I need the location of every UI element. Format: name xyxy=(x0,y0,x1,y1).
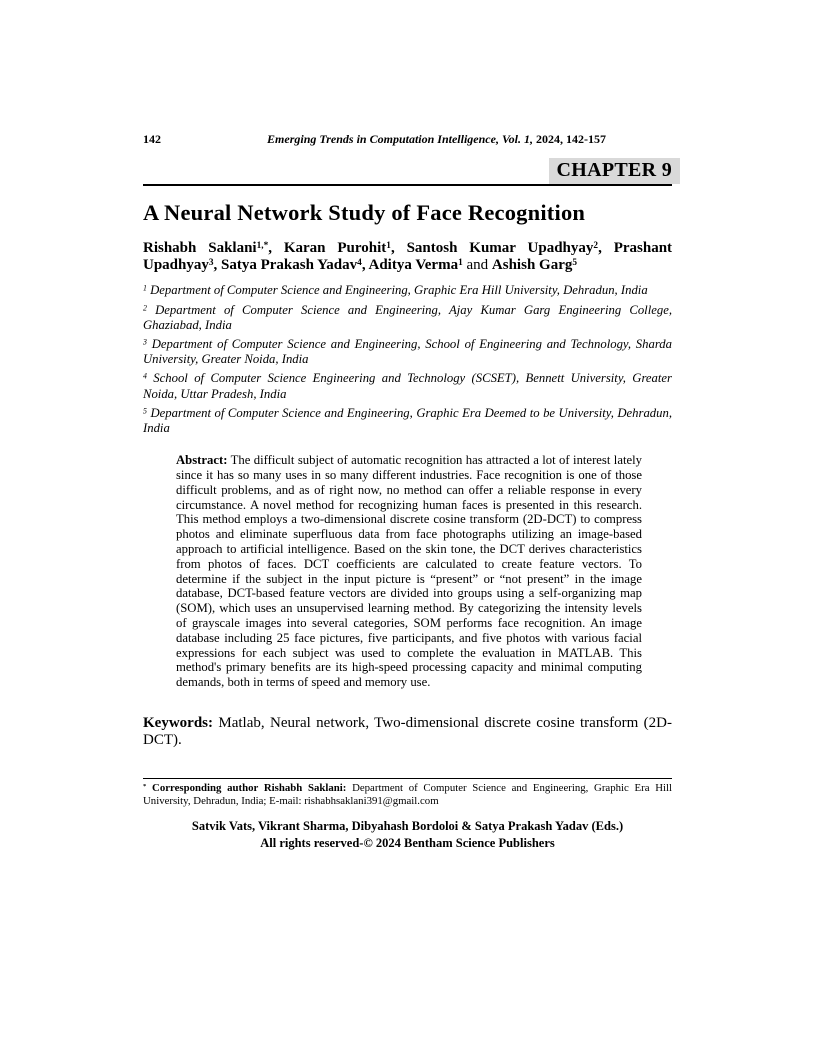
keywords-label: Keywords: xyxy=(143,714,213,731)
affiliation-marker: 4 xyxy=(143,371,147,381)
footnote-text: Department of Computer Science and Engineering, Graphic Era Hill University, Dehradun, India; E-mail: rishabhsaklani391@gmail.com xyxy=(143,781,672,807)
journal-reference xyxy=(161,132,672,147)
author-list: Rishabh Saklani$^{1,*}$, Karan Purohit$^1$, Santosh Kumar Upadhyay$^2$, Prashant Upadhyay$^3$, Satya Prakash Yadav$^4$, Aditya Verma$^1$ and Ashish Garg$^5$ xyxy=(143,240,673,274)
footnote-marker: * xyxy=(143,782,147,790)
affiliation: $^5$ Department of Computer Science and Engineering, Graphic Era Deemed to be University, Dehradun, India xyxy=(143,405,672,436)
affiliation-marker: 2 xyxy=(143,303,147,313)
affiliation: $^3$ Department of Computer Science and Engineering, School of Engineering and Technology, Sharda University, Greater Noida, India xyxy=(143,337,672,367)
corresponding-author-footnote xyxy=(143,778,672,808)
author-name: Satya Prakash Yadav xyxy=(221,257,358,274)
author-affiliation-marker: 1 xyxy=(386,240,391,251)
author-name: Karan Purohit xyxy=(283,240,387,256)
keywords xyxy=(143,715,672,750)
rights-line: All rights reserved-© 2024 Bentham Science Publishers xyxy=(260,836,555,851)
journal-volume-pages: 2024, 142-157 xyxy=(532,132,606,146)
page-number: 142 xyxy=(143,132,161,146)
running-head xyxy=(143,132,672,147)
author-conjunction: and xyxy=(462,257,492,274)
abstract xyxy=(176,453,642,690)
author-affiliation-marker: 5 xyxy=(572,258,578,269)
chapter-label: CHAPTER 9 xyxy=(549,158,680,184)
author-affiliation-marker: 1,* xyxy=(256,240,269,251)
author-affiliation-marker: 3 xyxy=(208,258,214,269)
publisher-imprint xyxy=(143,818,672,853)
author-affiliation-marker: 4 xyxy=(357,258,362,269)
author-name: Santosh Kumar Upadhyay xyxy=(406,240,594,256)
author-name: Rishabh Saklani xyxy=(143,240,257,256)
chapter-title: A Neural Network Study of Face Recognition xyxy=(143,200,586,225)
affiliation-marker: 1 xyxy=(143,283,147,293)
affiliation: $^1$ Department of Computer Science and Engineering, Graphic Era Hill University, Dehradun, India xyxy=(143,283,648,298)
affiliation: $^2$ Department of Computer Science and Engineering, Ajay Kumar Garg Engineering College, Ghaziabad, India xyxy=(143,302,672,332)
abstract-text: The difficult subject of automatic recognition has attracted a lot of interest lately since it has so many uses in so many different industries. Face recognition is one of those difficult problems, and as of right now, no method can offer a reliable response in every circumstance. A novel method for recognizing human faces is presented in this research. This method employs a two-dimensional discrete cosine transform (2D-DCT) to compress photos and eliminate superfluous data from face photographs utilizing an image-based approach to artificial intelligence. Based on the skin tone, the DCT derives characteristics from photos of faces. DCT coefficients are calculated to create feature vectors. To determine if the subject in the input picture is “present” or “not present” in the image database, DCT-based feature vectors are divided into groups using a self-organizing map (SOM), which uses an unsupervised learning method. By categorizing the intensity levels of grayscale images into several categories, SOM performs face recognition. An image database including 25 face pictures, five participants, and five photos with various facial expressions for each subject was used to complete the evaluation in MATLAB. This method's primary benefits are its high-speed processing capacity and minimal computing demands, both in terms of speed and memory use. xyxy=(176,453,642,690)
editors-line: Satvik Vats, Vikrant Sharma, Dibyahash Bordoloi & Satya Prakash Yadav (Eds.) xyxy=(191,818,624,833)
affiliation-marker: 3 xyxy=(143,337,147,347)
author-name: Ashish Garg xyxy=(491,257,573,274)
author-affiliation-marker: 2 xyxy=(593,240,599,251)
affiliation: $^4$ School of Computer Science Engineering and Technology (SCSET), Bennett University, Greater Noida, Uttar Pradesh, India xyxy=(143,371,672,401)
footnote-author: Corresponding author Rishabh Saklani: xyxy=(152,781,347,794)
author-name: Aditya Verma xyxy=(368,257,459,274)
affiliation-marker: 5 xyxy=(143,406,147,416)
abstract-label: Abstract: xyxy=(176,453,228,468)
author-name: Prashant Upadhyay xyxy=(143,240,673,274)
journal-title: Emerging Trends in Computation Intelligence, Vol. 1, xyxy=(267,132,533,146)
affiliations xyxy=(143,283,672,436)
author-affiliation-marker: 1 xyxy=(458,258,463,269)
keywords-text: Matlab, Neural network, Two-dimensional discrete cosine transform (2D-DCT). xyxy=(143,714,673,749)
chapter-banner-row xyxy=(143,158,672,186)
